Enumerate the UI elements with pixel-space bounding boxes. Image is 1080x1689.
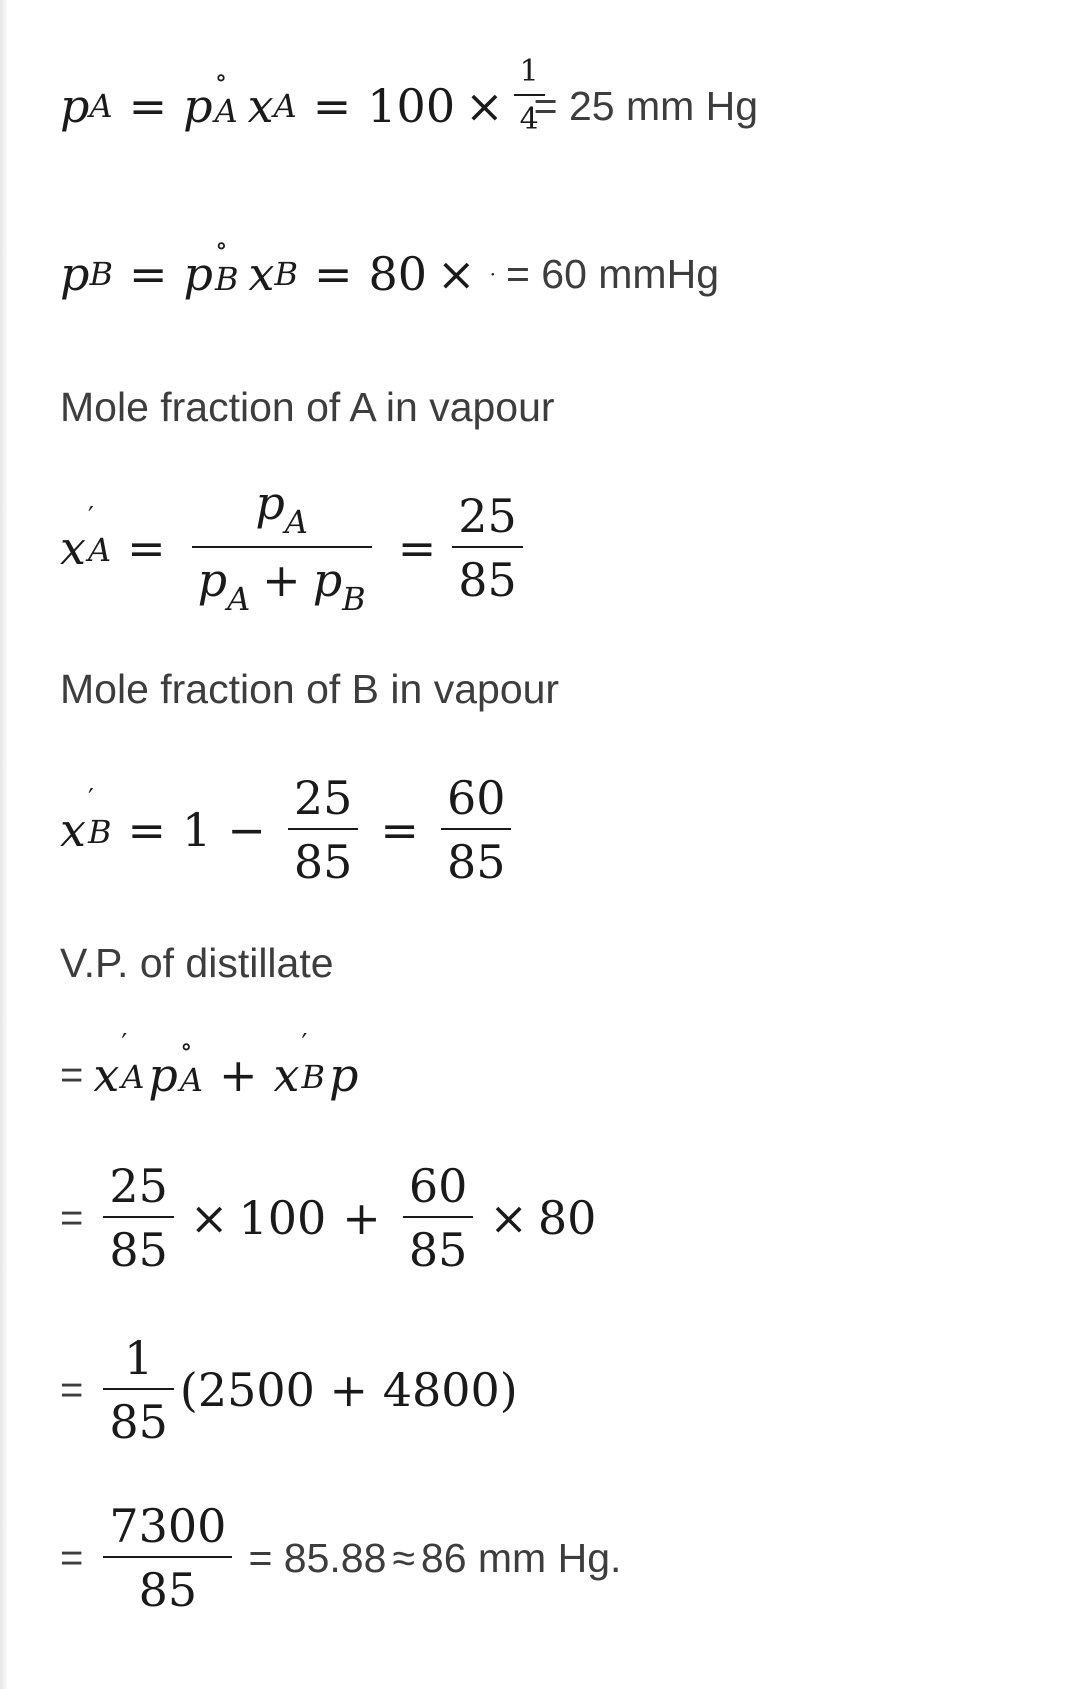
- equals-sign: =: [127, 521, 166, 575]
- fraction-denominator: 85: [458, 553, 517, 607]
- subscript: B: [342, 580, 366, 618]
- final-answer: 86 mm Hg.: [420, 1534, 622, 1581]
- value-one: 1: [182, 803, 212, 857]
- prime-mark: ′: [121, 1029, 128, 1059]
- fraction-1-85: [103, 1330, 174, 1449]
- result-value: = 85.88: [248, 1534, 387, 1581]
- plus-sign: +: [342, 1191, 381, 1245]
- symbol-p: p: [197, 553, 228, 607]
- plus-sign: +: [262, 553, 301, 607]
- fraction-denominator: 85: [446, 835, 506, 889]
- fraction-denominator: 85: [138, 1563, 198, 1617]
- fraction-numerator: 25: [293, 770, 353, 825]
- symbol-x: x: [93, 1048, 120, 1102]
- superscript: ∘: [214, 231, 228, 261]
- fraction-denominator: [192, 548, 372, 617]
- clipped-fraction-dot: ·: [489, 262, 496, 286]
- equals-sign: =: [397, 521, 437, 575]
- sup-sub: [214, 231, 239, 298]
- minus-sign: −: [227, 803, 266, 857]
- symbol-p: p: [312, 553, 343, 607]
- sup-sub: [121, 1029, 145, 1096]
- sup-sub: [214, 63, 238, 130]
- fraction-60-85: [403, 1158, 474, 1277]
- symbol-p: p: [255, 476, 285, 531]
- sup-sub: [301, 1029, 325, 1096]
- sup-sub: [87, 502, 112, 569]
- fraction-60-85: [441, 770, 512, 889]
- equals-sign: =: [128, 247, 168, 301]
- fraction-numerator: [249, 476, 314, 546]
- fraction-denominator: 85: [293, 835, 353, 889]
- equation-vp-simplified: [60, 1320, 518, 1460]
- symbol-p: p: [329, 1048, 359, 1102]
- plus-sign: +: [218, 1048, 258, 1102]
- symbol-x: x: [60, 803, 86, 857]
- approx-sign: ≈: [392, 1534, 415, 1581]
- equation-partial-pressure-b: [60, 226, 719, 322]
- symbol-x: x: [273, 1048, 300, 1102]
- equation-vp-substitution: [60, 1148, 597, 1288]
- equals-sign: =: [60, 1052, 84, 1097]
- fraction-numerator: 7300: [109, 1498, 227, 1553]
- fraction-numerator: 60: [408, 1158, 468, 1213]
- prime-mark: ′: [87, 502, 94, 532]
- value-80-clipped: 80: [537, 1191, 597, 1245]
- subscript: B: [214, 260, 239, 298]
- symbol-p: p: [60, 79, 90, 133]
- subscript: A: [179, 1061, 203, 1099]
- subscript: B: [87, 813, 112, 851]
- equals-sign: =: [127, 803, 167, 857]
- value-100: 100: [238, 1191, 327, 1245]
- equals-sign: =: [312, 79, 352, 133]
- symbol-x: x: [247, 79, 274, 133]
- superscript: ∘: [214, 63, 228, 93]
- fraction-denominator: 4: [519, 101, 539, 137]
- sup-sub: [87, 784, 112, 851]
- subscript: A: [121, 1058, 145, 1096]
- subscript: B: [301, 1058, 325, 1096]
- heading-mole-fraction-a: Mole fraction of A in vapour: [60, 383, 555, 430]
- fraction-numerator: 25: [109, 1158, 168, 1213]
- fraction-pa-over-sum: [192, 476, 372, 618]
- result-text: = 25 mm Hg: [533, 82, 759, 129]
- fraction-denominator: 85: [408, 1223, 468, 1277]
- parenthesized-sum: (2500 + 4800): [179, 1363, 518, 1417]
- symbol-p0: p: [183, 79, 213, 133]
- symbol-x: x: [248, 247, 275, 301]
- fraction-numerator: 60: [446, 770, 506, 825]
- subscript: A: [227, 580, 251, 618]
- fraction: [452, 488, 523, 607]
- fraction-denominator: 85: [109, 1395, 168, 1449]
- equals-sign: =: [128, 79, 168, 133]
- clipped-fraction: [452, 478, 517, 618]
- equals-sign: =: [60, 1367, 84, 1412]
- times-sign: ×: [437, 247, 476, 301]
- times-sign: ×: [189, 1191, 229, 1245]
- equation-partial-pressure-a: [60, 54, 759, 154]
- fraction-numerator: 1: [123, 1330, 154, 1385]
- symbol-p: p: [60, 247, 90, 301]
- equals-sign: =: [380, 803, 419, 857]
- value-100: 100: [367, 79, 456, 133]
- equals-sign: =: [60, 1195, 84, 1240]
- equals-sign: =: [313, 247, 353, 301]
- superscript: ∘: [179, 1032, 193, 1062]
- heading-mole-fraction-b: Mole fraction of B in vapour: [60, 665, 560, 712]
- prime-mark: ′: [301, 1029, 308, 1059]
- subscript: A: [273, 87, 297, 125]
- clipped-fraction: [514, 54, 539, 156]
- result-text: = 60 mmHg: [505, 250, 720, 297]
- equation-mole-fraction-b-vapour: [60, 760, 517, 900]
- subscript: B: [89, 255, 113, 293]
- fraction-25-85: [288, 770, 359, 889]
- prime-mark: ′: [87, 784, 94, 814]
- subscript: A: [87, 531, 112, 569]
- sup-sub: [179, 1032, 203, 1099]
- symbol-p0: p: [183, 247, 213, 301]
- fraction-numerator: 25: [458, 488, 517, 543]
- subscript: B: [274, 255, 298, 293]
- value-80: 80: [368, 247, 428, 301]
- fraction-numerator: 1: [519, 54, 539, 89]
- heading-vp-distillate: V.P. of distillate: [60, 939, 334, 986]
- subscript: A: [284, 503, 308, 542]
- times-sign: ×: [465, 79, 504, 133]
- fraction-25-85: [103, 1158, 174, 1277]
- subscript: A: [214, 92, 238, 130]
- equation-vp-formula: [60, 1030, 358, 1120]
- fraction-7300-85: [103, 1498, 232, 1617]
- times-sign: ×: [489, 1191, 528, 1245]
- equals-sign: =: [60, 1535, 84, 1580]
- equation-mole-fraction-a-vapour: [60, 476, 517, 618]
- symbol-x: x: [60, 521, 86, 575]
- fraction-denominator: 85: [109, 1223, 168, 1277]
- symbol-p0: p: [148, 1048, 178, 1102]
- subscript: A: [89, 87, 113, 125]
- equation-vp-result: [60, 1488, 621, 1628]
